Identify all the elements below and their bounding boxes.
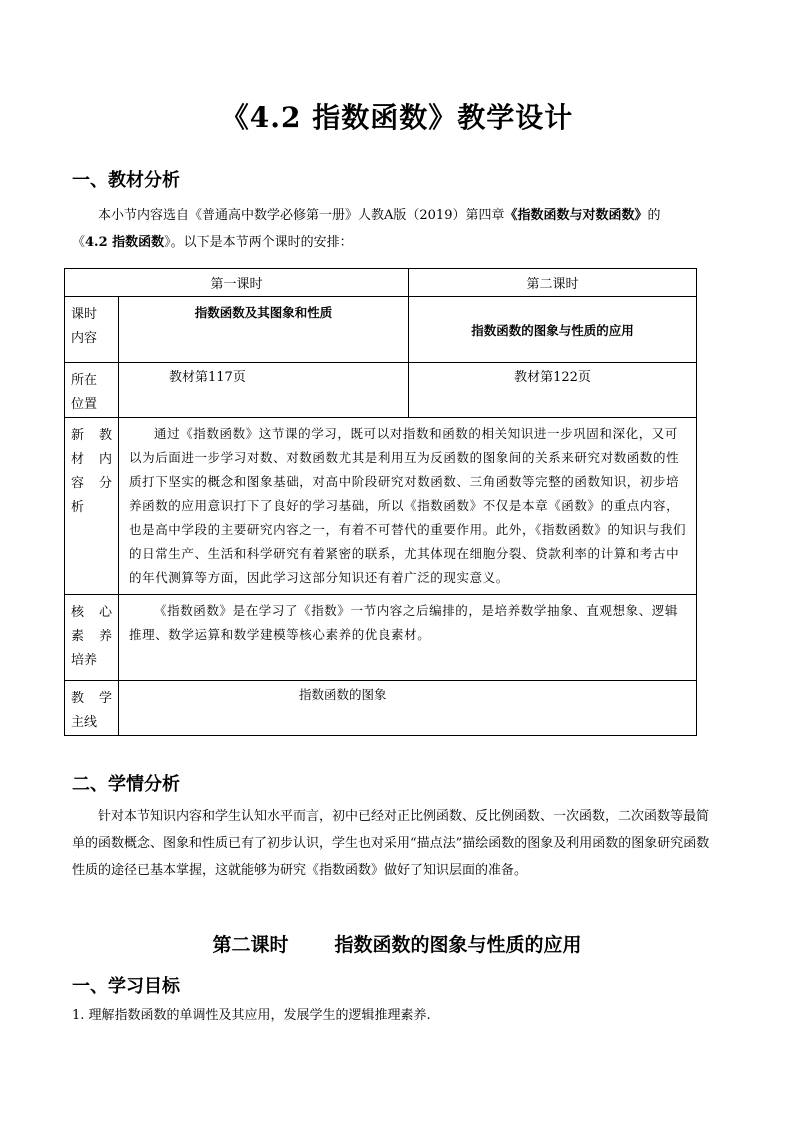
table-header-row — [65, 269, 697, 297]
intro-text-a: 本小节内容选自《普通高中数学必修第一册》人教A版（2019）第四章 — [98, 208, 505, 223]
second-lesson-label: 第二课时 — [212, 934, 289, 956]
row-label-lesson-content — [65, 297, 119, 363]
intro-text-c-suffix: 》。以下是本节两个课时的安排： — [164, 235, 353, 250]
second-lesson-heading — [0, 930, 794, 957]
intro-section-title: 4.2 指数函数 — [85, 235, 165, 250]
row-label-content-analysis — [65, 418, 119, 595]
label-char: 学 — [98, 691, 112, 706]
label-char: 教 — [71, 691, 85, 706]
label-char: 核 — [71, 605, 85, 620]
header-first-lesson: 第一课时 — [65, 269, 409, 297]
objective-item-1: 1. 理解指数函数的单调性及其应用，发展学生的逻辑推理素养. — [72, 1008, 431, 1023]
row-label-core-literacy — [65, 595, 119, 681]
table-row — [65, 363, 697, 418]
table-row — [65, 297, 697, 363]
learner-analysis-paragraph — [72, 803, 712, 884]
first-lesson-content: 指数函数及其图象和性质 — [119, 297, 409, 363]
label-line: 所在 — [71, 373, 98, 388]
row-label-main-thread — [65, 681, 119, 736]
intro-chapter-title: 《指数函数与对数函数》 — [504, 208, 648, 223]
label-line: 课时 — [71, 307, 98, 322]
label-char: 分 — [98, 476, 112, 491]
core-literacy-text — [119, 595, 697, 681]
header-second-lesson: 第二课时 — [409, 269, 697, 297]
label-char: 析 — [71, 500, 85, 515]
second-lesson-content: 指数函数的图象与性质的应用 — [409, 297, 697, 363]
label-line: 主线 — [71, 715, 98, 730]
main-thread-text: 指数函数的图象 — [119, 681, 697, 736]
section-heading-learner-analysis: 二、学情分析 — [72, 774, 180, 795]
row-label-location — [65, 363, 119, 418]
label-char: 容 — [71, 476, 85, 491]
label-line: 内容 — [71, 331, 98, 346]
intro-paragraph — [72, 202, 712, 256]
lesson-plan-table — [64, 268, 697, 736]
learner-analysis-text: 针对本节知识内容和学生认知水平而言，初中已经对正比例函数、反比例函数、一次函数，二次函数等最简单的函数概念、图象和性质已有了初步认识，学生也对采用“描点法”描绘函数的图象及利用函数的图象研究函数性质的途径已基本掌握，这就能够为研究《指数函数》做好了知识层面的准备。 — [72, 809, 710, 878]
label-char: 素 — [71, 629, 85, 644]
table-row — [65, 681, 697, 736]
label-line: 培养 — [71, 653, 98, 668]
core-paragraph: 《指数函数》是在学习了《指数》一节内容之后编排的，是培养数学抽象、直观想象、逻辑推理、数学运算和数学建模等核心素养的优良素材。 — [129, 603, 679, 642]
label-char: 养 — [98, 629, 112, 644]
section-heading-learning-objectives: 一、学习目标 — [72, 976, 180, 997]
section-heading-textbook-analysis: 一、教材分析 — [72, 170, 180, 191]
intro-text-c-prefix: 《 — [72, 235, 86, 250]
first-lesson-location: 教材第117页 — [119, 363, 409, 418]
label-char: 新 — [71, 428, 85, 443]
table-row — [65, 418, 697, 595]
label-line: 位置 — [71, 397, 98, 412]
label-char: 材 — [71, 452, 85, 467]
intro-text-b: 的 — [647, 208, 661, 223]
label-char: 内 — [98, 452, 112, 467]
second-lesson-topic: 指数函数的图象与性质的应用 — [334, 934, 582, 956]
content-analysis-text — [119, 418, 697, 595]
second-lesson-location: 教材第122页 — [409, 363, 697, 418]
label-char: 心 — [98, 605, 112, 620]
label-char: 教 — [98, 428, 112, 443]
table-row — [65, 595, 697, 681]
analysis-paragraph: 通过《指数函数》这节课的学习，既可以对指数和函数的相关知识进一步巩固和深化，又可以为后面进一步学习对数、对数函数尤其是利用互为反函数的图象间的关系来研究对数函数的性质打下坚实的概念和图象基础，对高中阶段研究对数函数、三角函数等完整的函数知识，初步培养函数的应用意识打下了良好的学习基础，所以《指数函数》不仅是本章《函数》的重点内容，也是高中学段的主要研究内容之一，有着不可替代的重要作用。此外，《指数函数》的知识与我们的日常生产、生活和科学研究有着紧密的联系，尤其体现在细胞分裂、贷款利率的计算和考古中的年代测算等方面，因此学习这部分知识还有着广泛的现实意义。 — [129, 426, 687, 585]
document-title: 《4.2 指数函数》教学设计 — [220, 101, 574, 134]
